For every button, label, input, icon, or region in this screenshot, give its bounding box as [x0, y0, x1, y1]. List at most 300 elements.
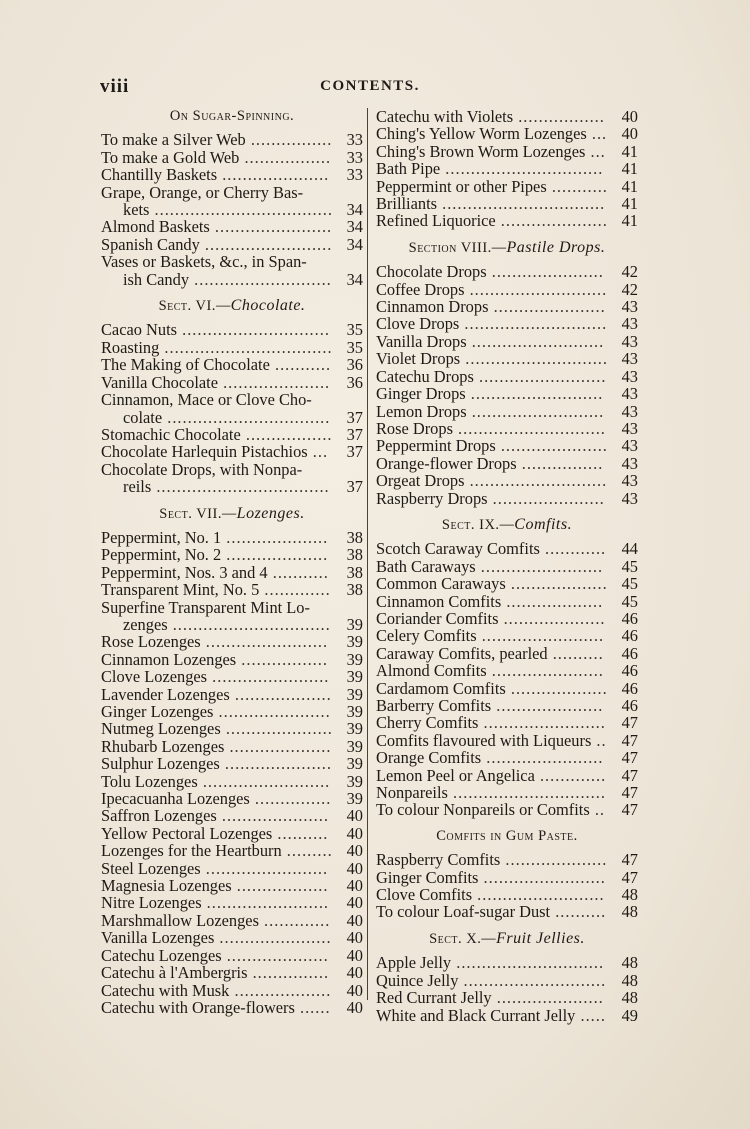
leader-dots: ..................................	[151, 477, 330, 497]
contents-entry	[376, 143, 638, 160]
entry-title: Superfine Transparent Mint Lo-	[101, 597, 310, 617]
leader-dots: ....................	[224, 736, 332, 756]
entry-title: To make a Gold Web	[101, 147, 240, 167]
page-reference: 46	[621, 643, 638, 663]
contents-entry	[101, 738, 363, 755]
contents-entry	[376, 784, 638, 801]
leader-dots: .........	[281, 841, 333, 861]
entry-title: Ching's Yellow Worm Lozenges	[376, 124, 587, 144]
section-heading	[101, 297, 363, 315]
contents-entry	[101, 877, 363, 894]
leader-dots: ........................	[200, 858, 329, 878]
contents-entry	[101, 894, 363, 911]
contents-entry	[101, 964, 363, 981]
page-reference: 43	[621, 401, 638, 421]
contents-entry	[101, 218, 363, 235]
entry-title: The Making of Chocolate	[101, 355, 270, 375]
leader-dots: .....................	[217, 372, 331, 392]
contents-entry	[101, 461, 363, 496]
page-reference: 40	[621, 107, 638, 126]
contents-entry	[101, 755, 363, 772]
contents-entry	[101, 321, 363, 338]
leader-dots: ..........	[547, 643, 604, 663]
entry-title: Quince Jelly	[376, 970, 459, 990]
contents-entry	[101, 529, 363, 546]
leader-dots: ........................	[478, 867, 606, 887]
page-reference: 40	[346, 858, 363, 878]
leader-dots: ....................	[221, 545, 329, 565]
entry-title: Ginger Lozenges	[101, 702, 214, 721]
page-reference: 47	[621, 783, 638, 803]
section-heading	[101, 505, 363, 523]
entry-title: Transparent Mint, No. 5	[101, 580, 260, 600]
entry-title: Brilliants	[376, 194, 438, 214]
page-reference: 41	[621, 211, 638, 231]
page-reference: 33	[346, 165, 363, 185]
entry-title: Caraway Comfits, pearled	[376, 643, 548, 663]
section-heading-label: Section VIII.	[408, 239, 492, 256]
page-reference: 48	[621, 988, 638, 1008]
entry-title: Catechu with Musk	[101, 980, 230, 1000]
entry-title: Lozenges for the Heartburn	[101, 841, 282, 861]
page-reference: 46	[621, 626, 638, 646]
entry-title: Cacao Nuts	[101, 320, 178, 340]
page-reference: 49	[621, 1005, 638, 1025]
contents-entry	[376, 662, 638, 679]
entry-title: White and Black Currant Jelly	[376, 1005, 576, 1025]
page-reference: 38	[346, 562, 363, 582]
leader-dots: .........................	[197, 771, 331, 791]
leader-dots: ...........	[546, 176, 608, 196]
entry-title-continued	[101, 201, 335, 218]
entry-title-continuation: kets	[123, 200, 150, 220]
leader-dots: ..................	[231, 876, 329, 896]
page-reference: 33	[346, 130, 363, 150]
section-heading	[376, 828, 638, 845]
page-reference: 38	[346, 580, 363, 600]
leader-dots: ........................	[476, 626, 605, 646]
entry-title: Ipecacuanha Lozenges	[101, 789, 250, 809]
contents-entry	[376, 886, 638, 903]
leader-dots: ...................	[505, 574, 608, 594]
entry-title-continuation: ish Candy	[123, 269, 190, 289]
section-heading-subject: —Pastile Drops.	[491, 238, 606, 256]
entry-title: Vanilla Chocolate	[101, 372, 218, 392]
contents-entry	[101, 929, 363, 946]
contents-entry	[376, 851, 638, 868]
contents-entry	[101, 166, 363, 183]
contents-entry	[101, 825, 363, 842]
contents-entry	[101, 703, 363, 720]
entry-title: Grape, Orange, or Cherry Bas-	[101, 182, 304, 202]
contents-entry	[376, 350, 638, 367]
entry-title: Lemon Peel or Angelica	[376, 765, 535, 785]
contents-entry	[101, 184, 363, 219]
leader-dots: ..........................	[466, 401, 605, 421]
leader-dots: ...........................	[464, 471, 608, 491]
contents-entry	[376, 558, 638, 575]
leader-dots: ...................	[229, 684, 332, 704]
page-reference: 45	[621, 591, 638, 611]
contents-entry	[101, 947, 363, 964]
contents-entry	[101, 253, 363, 288]
contents-entry	[101, 443, 363, 460]
contents-entry	[376, 767, 638, 784]
section-heading-label: Comfits in Gum Paste.	[436, 827, 578, 844]
page-reference: 48	[621, 953, 638, 973]
entry-title: Nitre Lozenges	[101, 893, 202, 913]
entry-title: To colour Loaf-sugar Dust	[376, 902, 551, 922]
contents-entry	[101, 633, 363, 650]
page-header	[100, 76, 640, 100]
leader-dots: ..	[589, 800, 606, 820]
page-reference: 43	[621, 297, 638, 317]
contents-entry	[376, 178, 638, 195]
leader-dots: ...............................	[167, 614, 331, 634]
entry-title: Ching's Brown Worm Lozenges	[376, 141, 586, 161]
leader-dots: .................	[513, 107, 605, 126]
leader-dots: .........................	[473, 366, 607, 386]
page-reference: 43	[621, 418, 638, 438]
entry-title: Common Caraways	[376, 574, 506, 594]
contents-entry	[101, 720, 363, 737]
entry-title: Almond Baskets	[101, 217, 210, 237]
page-reference: 39	[346, 667, 363, 687]
page-reference: 42	[621, 279, 638, 299]
contents-entry	[376, 954, 638, 971]
entry-title: Raspberry Comfits	[376, 850, 501, 870]
contents-entry	[376, 108, 638, 125]
page-reference: 39	[346, 736, 363, 756]
contents-entry	[376, 903, 638, 920]
leader-dots: ................	[516, 453, 604, 473]
leader-dots: ....................	[498, 608, 606, 628]
entry-title: Peppermint Drops	[376, 436, 496, 456]
entry-title: Peppermint, No. 2	[101, 545, 222, 565]
contents-entry	[376, 195, 638, 212]
page-reference: 35	[346, 337, 363, 357]
leader-dots: .....................	[217, 165, 330, 185]
leader-dots: ..........................	[465, 384, 604, 404]
entry-title-continuation: zenges	[123, 614, 168, 634]
leader-dots: .................	[239, 147, 332, 167]
leader-dots: ...................................	[149, 200, 333, 220]
leader-dots: ....................	[221, 945, 329, 965]
contents-entry	[376, 697, 638, 714]
page-reference: 43	[621, 349, 638, 369]
contents-entry	[101, 668, 363, 685]
leader-dots: ............................	[459, 314, 608, 334]
page-reference: 34	[346, 217, 363, 237]
page-reference: 48	[621, 970, 638, 990]
leader-dots: .......................	[207, 667, 330, 687]
leader-dots: ...............	[247, 963, 330, 983]
contents-entry	[376, 972, 638, 989]
entry-title: Coriander Comfits	[376, 608, 499, 628]
entry-title: Rhubarb Lozenges	[101, 736, 225, 756]
page-reference: 39	[346, 632, 363, 652]
entry-title: Catechu à l'Ambergris	[101, 963, 248, 983]
entry-title: Clove Drops	[376, 314, 460, 334]
page-reference: 46	[621, 661, 638, 681]
entry-title: Apple Jelly	[376, 953, 452, 973]
leader-dots: .....................	[491, 696, 604, 715]
contents-entry	[376, 333, 638, 350]
page-reference: 47	[621, 850, 638, 870]
page-reference: 45	[621, 574, 638, 594]
entry-title-continuation: colate	[123, 407, 163, 427]
contents-entry	[101, 790, 363, 807]
leader-dots: ............................	[458, 970, 607, 990]
entry-title: Lavender Lozenges	[101, 684, 230, 704]
entry-title: Scotch Caraway Comfits	[376, 539, 540, 559]
leader-dots: ................	[245, 130, 333, 150]
leader-dots: ..............................	[447, 783, 606, 803]
section-heading-subject: —Chocolate.	[215, 297, 306, 315]
contents-entry	[101, 236, 363, 253]
entry-title-continued	[101, 616, 335, 633]
leader-dots: .....................	[491, 988, 604, 1008]
page-reference: 43	[621, 488, 638, 508]
contents-entry	[376, 801, 638, 818]
contents-entry	[101, 912, 363, 929]
leader-dots: ..........................	[466, 331, 605, 351]
contents-entry	[376, 989, 638, 1006]
leader-dots: ....................	[500, 850, 608, 870]
entry-title: Catechu Lozenges	[101, 945, 222, 965]
leader-dots: .....................	[495, 211, 608, 231]
leader-dots: ...	[585, 141, 606, 161]
entry-title: Chocolate Harlequin Pistachios	[101, 442, 308, 462]
page-reference: 41	[621, 141, 638, 161]
entry-title-continued	[101, 409, 335, 426]
page-reference: 47	[621, 800, 638, 820]
section-heading-subject: —Fruit Jellies.	[481, 929, 585, 947]
page-reference: 40	[346, 876, 363, 896]
contents-entry	[376, 575, 638, 592]
contents-entry	[101, 686, 363, 703]
entry-title: Roasting	[101, 337, 160, 357]
entry-title: Cherry Comfits	[376, 713, 479, 733]
contents-entry	[101, 149, 363, 166]
leader-dots: .....	[575, 1005, 606, 1025]
entry-title: Refined Liquorice	[376, 211, 496, 231]
entry-title: Celery Comfits	[376, 626, 477, 646]
entry-title: To make a Silver Web	[101, 130, 246, 150]
entry-title-continued	[101, 271, 335, 288]
contents-entry	[101, 374, 363, 391]
entry-title: Rose Drops	[376, 418, 453, 438]
page-reference: 41	[621, 159, 638, 179]
page-reference: 33	[346, 147, 363, 167]
page-reference: 47	[621, 867, 638, 887]
leader-dots: .............	[259, 580, 331, 600]
section-heading	[376, 930, 638, 948]
entry-title: Cardamom Comfits	[376, 678, 506, 698]
leader-dots: ...	[586, 124, 608, 144]
contents-entry	[101, 546, 363, 563]
contents-entry	[101, 131, 363, 148]
leader-dots: .....................	[216, 806, 329, 826]
contents-entry	[376, 263, 638, 280]
page-reference: 43	[621, 436, 638, 456]
page-reference: 45	[621, 556, 638, 576]
page-reference: 39	[346, 754, 363, 774]
entry-title: Red Currant Jelly	[376, 988, 492, 1008]
leader-dots: ...................	[505, 678, 608, 698]
contents-entry	[101, 581, 363, 598]
page-reference: 39	[346, 684, 363, 704]
entry-title: Cinnamon Lozenges	[101, 649, 237, 669]
leader-dots: ...	[307, 442, 329, 462]
page-reference: 34	[346, 269, 363, 289]
leader-dots: ...................	[501, 591, 604, 611]
section-heading-subject: —Lozenges.	[221, 504, 305, 522]
entry-title: Catechu Drops	[376, 366, 474, 386]
leader-dots: ............................	[460, 349, 608, 369]
entry-title: Chocolate Drops, with Nonpa-	[101, 459, 303, 479]
entry-title: Sulphur Lozenges	[101, 754, 220, 774]
contents-entry	[376, 298, 638, 315]
page-reference: 40	[346, 945, 363, 965]
page-reference: 34	[346, 200, 363, 220]
contents-entry	[376, 368, 638, 385]
leader-dots: .................	[236, 649, 328, 669]
leader-dots: ......	[294, 997, 331, 1017]
contents-entry	[376, 420, 638, 437]
page-reference: 43	[621, 314, 638, 334]
page-reference: 43	[621, 366, 638, 386]
entry-title-continuation: reils	[123, 477, 152, 497]
contents-entry	[376, 212, 638, 229]
leader-dots: ........................	[201, 893, 330, 913]
entry-title: To colour Nonpareils or Comfits	[376, 800, 590, 820]
entry-title: Steel Lozenges	[101, 858, 201, 878]
entry-title: Chocolate Drops	[376, 262, 487, 282]
contents-entry	[101, 391, 363, 426]
page-reference: 43	[621, 453, 638, 473]
page-reference: 46	[621, 608, 638, 628]
leader-dots: .......................	[481, 748, 604, 768]
leader-dots: ....................	[221, 527, 329, 547]
leader-dots: .................	[240, 424, 333, 444]
page-reference: 40	[346, 823, 363, 843]
contents-entry	[376, 732, 638, 749]
page-reference: 39	[346, 702, 363, 721]
page-reference: 40	[346, 963, 363, 983]
column-divider	[367, 108, 368, 1000]
section-heading-subject: —Comfits.	[499, 515, 573, 533]
page-reference: 40	[346, 997, 363, 1017]
entry-title: Nutmeg Lozenges	[101, 719, 221, 739]
page-reference: 41	[621, 176, 638, 196]
section-heading-label: Sect. VI.	[158, 298, 216, 315]
page-reference: 40	[346, 980, 363, 1000]
page-reference: 40	[621, 124, 638, 144]
section-heading	[376, 516, 638, 534]
entry-title: Bath Pipe	[376, 159, 441, 179]
leader-dots: .....................	[219, 754, 332, 774]
page-reference: 39	[346, 649, 363, 669]
contents-entry	[101, 356, 363, 373]
page-reference: 37	[346, 407, 363, 427]
page-reference: 40	[346, 910, 363, 930]
page-reference: 39	[346, 789, 363, 809]
contents-entry	[101, 842, 363, 859]
entry-title: Cinnamon Comfits	[376, 591, 502, 611]
leader-dots: ...............................	[440, 159, 604, 179]
entry-title: Marshmallow Lozenges	[101, 910, 259, 930]
page-reference: 44	[621, 539, 638, 559]
leader-dots: ...................	[229, 980, 332, 1000]
leader-dots: ...........................	[464, 279, 608, 299]
entry-title: Ginger Comfits	[376, 867, 479, 887]
leader-dots: .................................	[159, 337, 333, 357]
contents-entry	[376, 540, 638, 557]
entry-title: Spanish Candy	[101, 234, 200, 254]
leader-dots: ......................	[488, 297, 606, 317]
leader-dots: ......................	[213, 702, 331, 721]
entry-title: Tolu Lozenges	[101, 771, 198, 791]
contents-entry	[101, 339, 363, 356]
contents-entry	[101, 426, 363, 443]
entry-title: Catechu with Violets	[376, 107, 514, 126]
entry-title-continued	[101, 478, 335, 495]
page-reference: 40	[346, 806, 363, 826]
contents-entry	[101, 773, 363, 790]
page-reference: 40	[346, 928, 363, 948]
section-heading	[101, 108, 363, 125]
page-reference: 47	[621, 765, 638, 785]
contents-entry	[376, 160, 638, 177]
contents-entry	[376, 593, 638, 610]
entry-title: Orange Comfits	[376, 748, 482, 768]
section-heading-label: Sect. X.	[429, 930, 482, 947]
page-reference: 41	[621, 194, 638, 214]
leader-dots: .....................	[220, 719, 333, 739]
page-reference: 38	[346, 545, 363, 565]
section-heading-label: On Sugar-Spinning.	[169, 108, 295, 124]
contents-entry	[376, 403, 638, 420]
page-reference: 38	[346, 527, 363, 547]
contents-entry	[376, 610, 638, 627]
contents-entry	[376, 680, 638, 697]
leader-dots: ..........	[272, 823, 329, 843]
page-reference: 34	[346, 234, 363, 254]
contents-entry	[376, 385, 638, 402]
leader-dots: ..	[591, 730, 607, 750]
leader-dots: ............	[539, 539, 607, 559]
entry-title: Orgeat Drops	[376, 471, 465, 491]
entry-title: Raspberry Drops	[376, 488, 488, 508]
page-reference: 36	[346, 372, 363, 392]
section-heading-label: Sect. IX.	[441, 516, 500, 533]
entry-title: Vanilla Drops	[376, 331, 467, 351]
entry-title: Peppermint, No. 1	[101, 527, 222, 547]
page-reference: 39	[346, 719, 363, 739]
page-reference: 40	[346, 893, 363, 913]
entry-title: Peppermint, Nos. 3 and 4	[101, 562, 268, 582]
entry-title: Magnesia Lozenges	[101, 876, 232, 896]
contents-entry	[376, 627, 638, 644]
contents-entry	[101, 599, 363, 634]
leader-dots: ..........	[550, 902, 607, 922]
contents-entry	[101, 564, 363, 581]
entry-title: Cinnamon Drops	[376, 297, 489, 317]
contents-entry	[101, 999, 363, 1016]
entry-title: Coffee Drops	[376, 279, 465, 299]
leader-dots: .............................	[452, 418, 606, 438]
